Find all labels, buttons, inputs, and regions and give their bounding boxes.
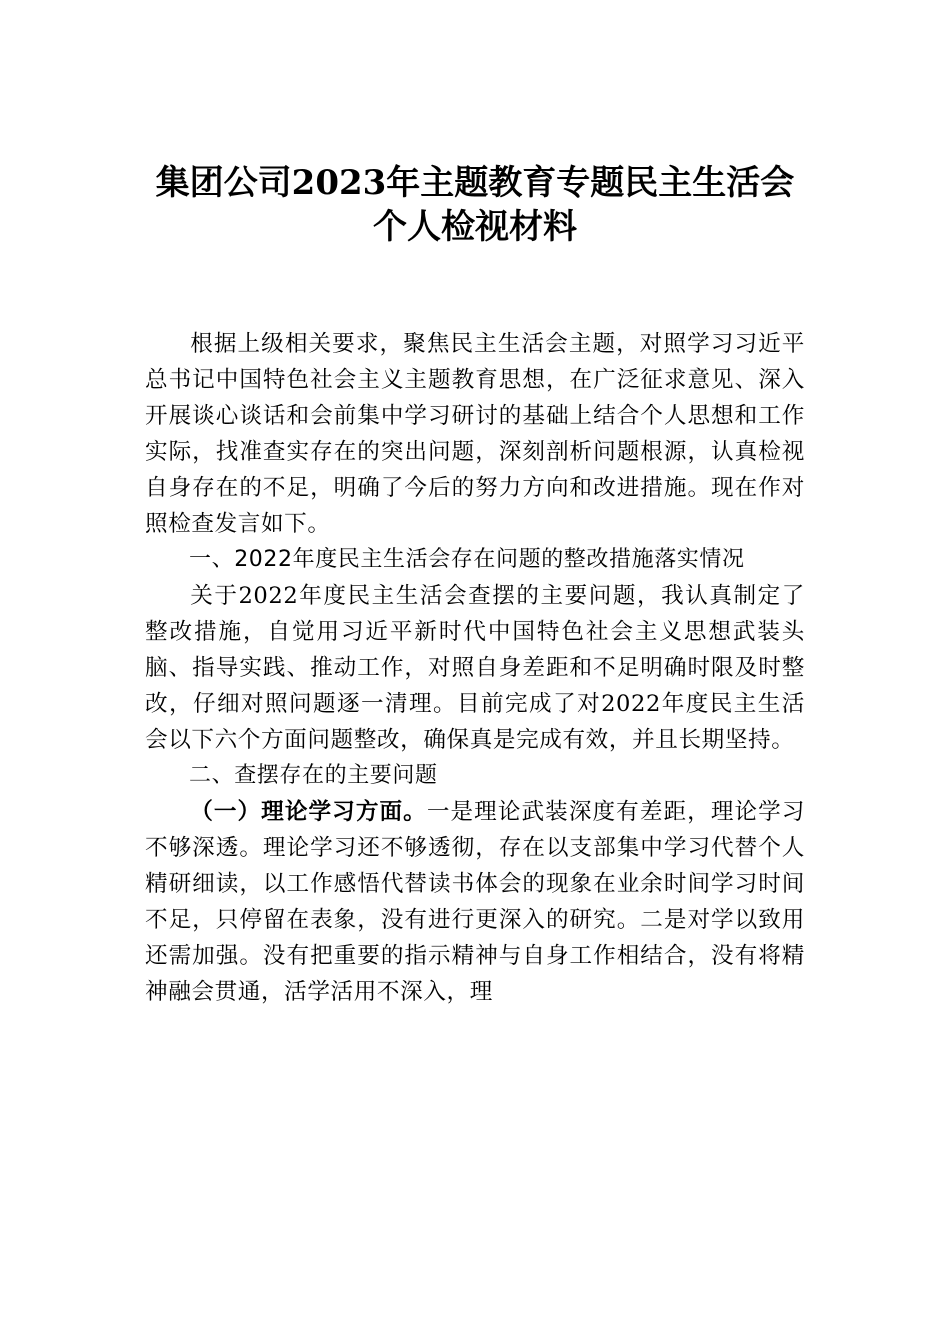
section-2-subsection-1-lead: （一）理论学习方面。 — [190, 799, 427, 825]
document-body — [145, 326, 805, 1010]
section-1-paragraph: 关于2022年度民主生活会查摆的主要问题，我认真制定了整改措施，自觉用习近平新时代中国特色社会主义思想武装头脑、指导实践、推动工作，对照自身差距和不足明确时限及时整改，仔细对照问题逐一清理。目前完成了对2022年度民主生活会以下六个方面问题整改，确保真是完成有效，并且长期坚持。 — [145, 583, 805, 753]
section-2-subsection-1-paragraph — [145, 794, 805, 1010]
section-2-heading: 二、查摆存在的主要问题 — [189, 763, 438, 788]
document-title-line-1: 集团公司2023年主题教育专题民主生活会 — [155, 163, 795, 203]
intro-paragraph: 根据上级相关要求，聚焦民主生活会主题，对照学习习近平总书记中国特色社会主义主题教育思想，在广泛征求意见、深入开展谈心谈话和会前集中学习研讨的基础上结合个人思想和工作实际，找准查实存在的突出问题，深刻剖析问题根源，认真检视自身存在的不足，明确了今后的努力方向和改进措施。现在作对照检查发言如下。 — [145, 331, 805, 537]
section-2-subsection-1-text: 一是理论武装深度有差距，理论学习不够深透。理论学习还不够透彻，存在以支部集中学习代替个人精研细读，以工作感悟代替读书体会的现象在业余时间学习时间不足，只停留在表象，没有进行更深入的研究。二是对学以致用还需加强。没有把重要的指示精神与自身工作相结合，没有将精神融会贯通，活学活用不深入，理 — [145, 799, 806, 1005]
document-title-line-2: 个人检视材料 — [373, 207, 577, 247]
section-1-heading: 一、2022年度民主生活会存在问题的整改措施落实情况 — [189, 547, 745, 572]
